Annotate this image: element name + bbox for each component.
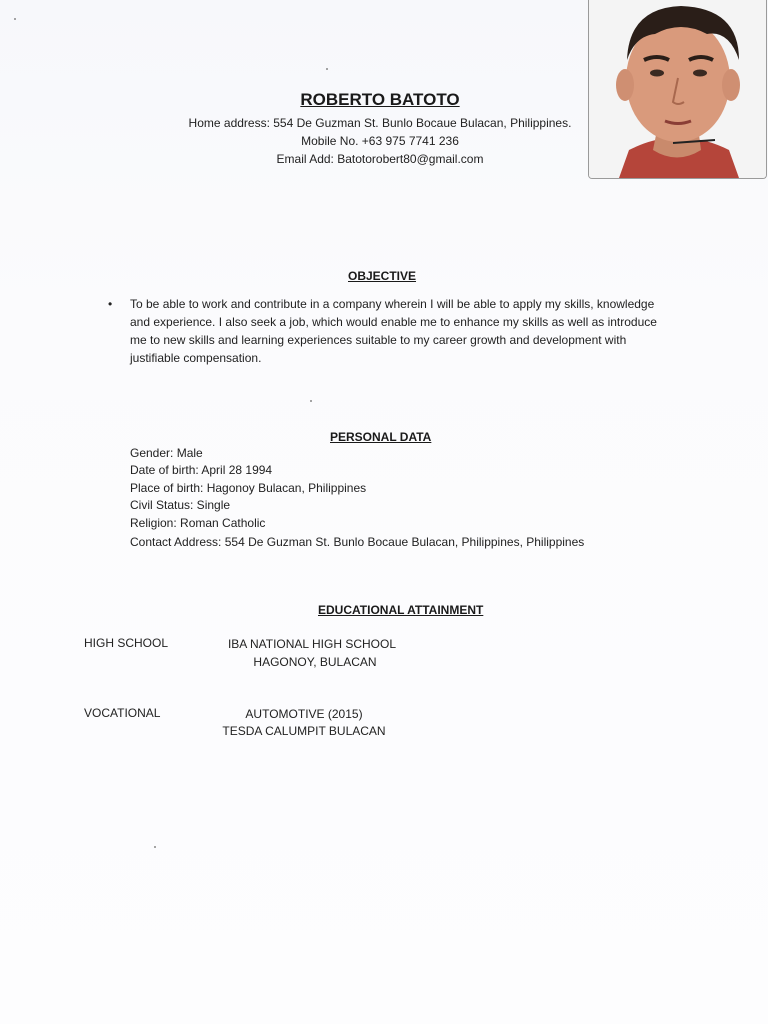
objective-text: To be able to work and contribute in a company wherein I will be able to apply my skills, knowledge and experience. I also seek a job, which would enable me to enhance my skills as well as introduce me to new skills and learning experiences suitable to my career growth and development with justifiable compensation. — [130, 297, 657, 365]
education-title: EDUCATIONAL ATTAINMENT — [318, 603, 484, 617]
objective-section — [108, 295, 668, 367]
portrait-photo — [588, 0, 767, 179]
personal-data-title: PERSONAL DATA — [330, 430, 432, 444]
edu-vocational-course: AUTOMOTIVE (2015) — [245, 707, 363, 721]
edu-school-name: IBA NATIONAL HIGH SCHOOL — [227, 637, 397, 651]
scan-speck — [310, 400, 312, 402]
edu-level-high-school: HIGH SCHOOL — [84, 636, 169, 650]
email-address: Email Add: Batotorobert80@gmail.com — [276, 152, 484, 166]
home-address: Home address: 554 De Guzman St. Bunlo Bocaue Bulacan, Philippines. — [188, 116, 572, 130]
contact-address-line: Contact Address: 554 De Guzman St. Bunlo Bocaue Bulacan, Philippines, Philippines — [130, 535, 585, 549]
applicant-name: ROBERTO BATOTO — [300, 90, 460, 109]
scan-speck — [14, 18, 16, 20]
edu-school-location: HAGONOY, BULACAN — [253, 655, 377, 669]
scan-speck — [154, 846, 156, 848]
edu-level-vocational: VOCATIONAL — [84, 706, 161, 720]
portrait-icon — [589, 0, 766, 178]
gender-line: Gender: Male — [130, 446, 203, 460]
mobile-number: Mobile No. +63 975 7741 236 — [301, 134, 459, 148]
religion-line: Religion: Roman Catholic — [130, 516, 266, 530]
date-of-birth-line: Date of birth: April 28 1994 — [130, 463, 273, 477]
bullet-icon: • — [108, 297, 113, 311]
objective-title: OBJECTIVE — [348, 269, 417, 283]
edu-vocational-school: TESDA CALUMPIT BULACAN — [222, 724, 386, 738]
scan-speck — [326, 68, 328, 70]
civil-status-line: Civil Status: Single — [130, 498, 231, 512]
place-of-birth-line: Place of birth: Hagonoy Bulacan, Philippines — [130, 481, 367, 495]
